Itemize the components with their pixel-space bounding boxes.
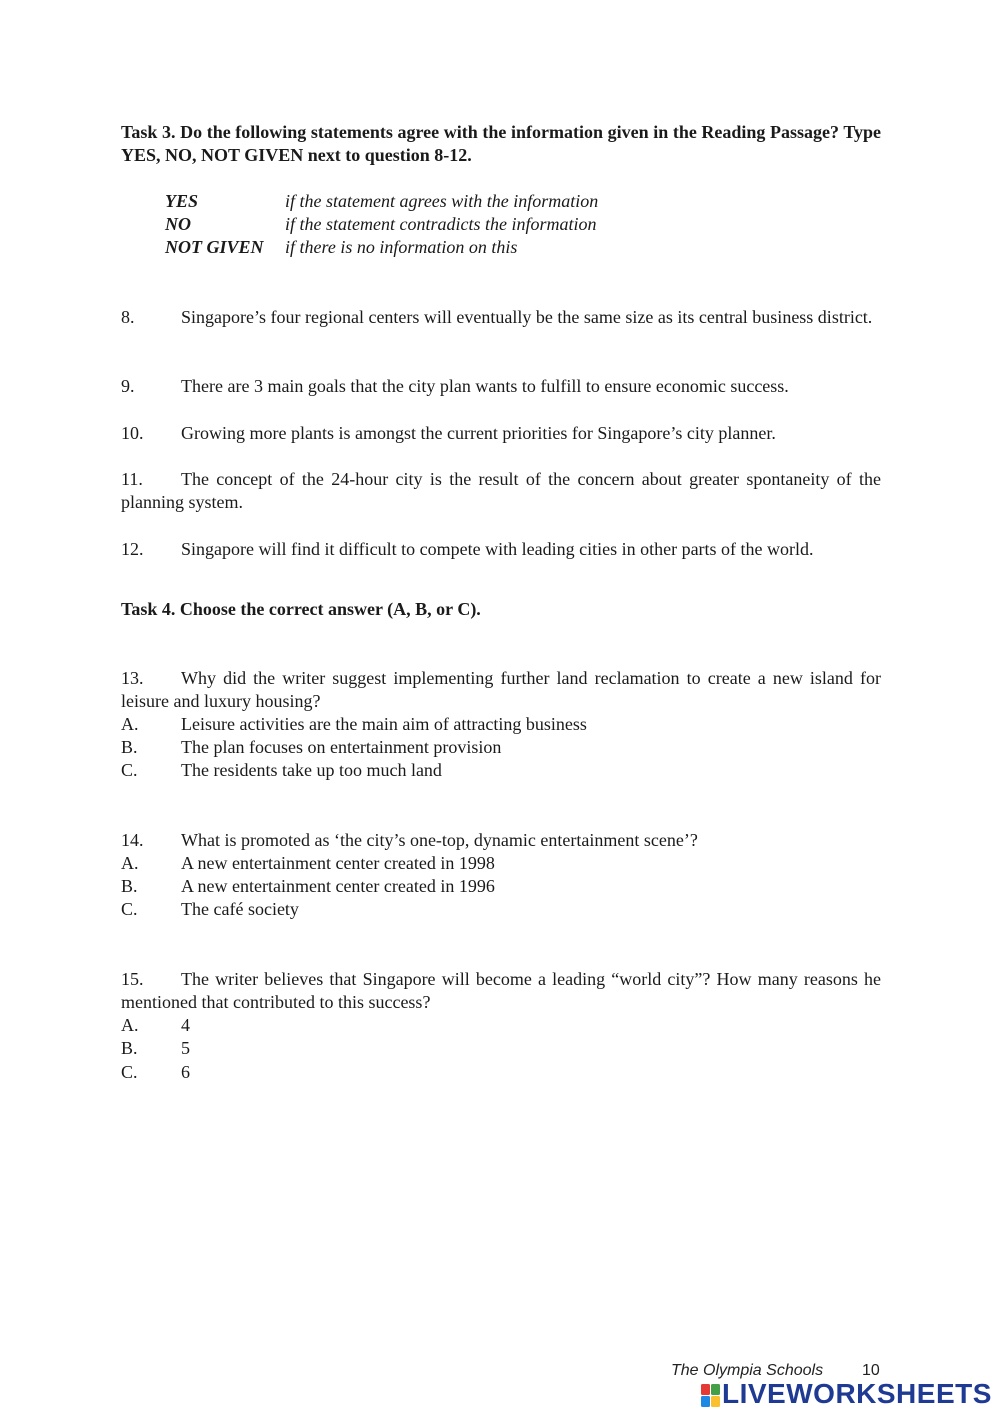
task3-heading: Task 3. Do the following statements agree with the information given in the Reading Passage? Type YES, NO, NOT GIVEN next to question 8-12. bbox=[121, 122, 881, 165]
legend-row-not-given bbox=[165, 236, 517, 259]
question-text: There are 3 main goals that the city plan wants to fulfill to ensure economic success. bbox=[181, 376, 789, 396]
option-text: A new entertainment center created in 1996 bbox=[181, 876, 495, 896]
question-13 bbox=[121, 667, 881, 713]
option-letter: C. bbox=[121, 760, 138, 780]
question-number: 14. bbox=[121, 830, 144, 850]
legend-desc: if there is no information on this bbox=[285, 237, 518, 257]
option-text: The residents take up too much land bbox=[181, 760, 442, 780]
question-number: 12. bbox=[121, 539, 144, 559]
question-number: 13. bbox=[121, 668, 144, 688]
question-text: Growing more plants is amongst the current priorities for Singapore’s city planner. bbox=[181, 423, 776, 443]
legend-desc: if the statement agrees with the information bbox=[285, 191, 599, 211]
option-15-a bbox=[121, 1014, 190, 1037]
question-number: 10. bbox=[121, 423, 144, 443]
option-13-a bbox=[121, 713, 587, 736]
option-text: 6 bbox=[181, 1062, 190, 1082]
legend-key: NO bbox=[165, 214, 191, 234]
option-letter: A. bbox=[121, 853, 139, 873]
option-letter: B. bbox=[121, 1038, 138, 1058]
question-number: 15. bbox=[121, 969, 144, 989]
option-letter: A. bbox=[121, 1015, 139, 1035]
option-13-c bbox=[121, 759, 442, 782]
question-15 bbox=[121, 968, 881, 1014]
task4-heading: Task 4. Choose the correct answer (A, B, or C). bbox=[121, 599, 481, 619]
option-14-b bbox=[121, 875, 495, 898]
option-text: A new entertainment center created in 1998 bbox=[181, 853, 495, 873]
legend-row-no bbox=[165, 213, 596, 236]
liveworksheets-logo[interactable]: LIVEWORKSHEETS bbox=[722, 1378, 992, 1409]
question-9 bbox=[121, 375, 881, 398]
question-text: The concept of the 24-hour city is the result of the concern about greater spontaneity of the planning system. bbox=[121, 469, 881, 512]
option-text: The plan focuses on entertainment provision bbox=[181, 737, 502, 757]
legend-key: YES bbox=[165, 191, 199, 211]
question-10 bbox=[121, 422, 881, 445]
question-12 bbox=[121, 538, 881, 561]
question-14 bbox=[121, 829, 881, 852]
option-letter: C. bbox=[121, 899, 138, 919]
question-text: Why did the writer suggest implementing further land reclamation to create a new island for leisure and luxury housing? bbox=[121, 668, 881, 711]
question-number: 11. bbox=[121, 469, 143, 489]
option-letter: B. bbox=[121, 737, 138, 757]
question-text: Singapore’s four regional centers will eventually be the same size as its central business district. bbox=[181, 307, 873, 327]
question-8 bbox=[121, 306, 881, 329]
option-14-a bbox=[121, 852, 495, 875]
question-number: 9. bbox=[121, 376, 135, 396]
option-text: 4 bbox=[181, 1015, 190, 1035]
option-letter: A. bbox=[121, 714, 139, 734]
question-number: 8. bbox=[121, 307, 135, 327]
question-11 bbox=[121, 468, 881, 514]
page-number: 10 bbox=[862, 1362, 880, 1379]
legend-key: NOT GIVEN bbox=[165, 237, 264, 257]
option-15-c bbox=[121, 1061, 190, 1084]
legend-row-yes bbox=[165, 190, 598, 213]
option-letter: C. bbox=[121, 1062, 138, 1082]
option-text: 5 bbox=[181, 1038, 190, 1058]
option-15-b bbox=[121, 1037, 190, 1060]
question-text: The writer believes that Singapore will become a leading “world city”? How many reasons he mentioned that contributed to this success? bbox=[121, 969, 881, 1012]
question-text: Singapore will find it difficult to compete with leading cities in other parts of the world. bbox=[181, 539, 814, 559]
option-13-b bbox=[121, 736, 501, 759]
legend-desc: if the statement contradicts the information bbox=[285, 214, 597, 234]
option-14-c bbox=[121, 898, 299, 921]
option-text: Leisure activities are the main aim of attracting business bbox=[181, 714, 587, 734]
school-name: The Olympia Schools bbox=[671, 1362, 824, 1379]
question-text: What is promoted as ‘the city’s one-top, dynamic entertainment scene’? bbox=[181, 830, 698, 850]
liveworksheets-badge-icon bbox=[700, 1384, 722, 1408]
option-letter: B. bbox=[121, 876, 138, 896]
option-text: The café society bbox=[181, 899, 299, 919]
